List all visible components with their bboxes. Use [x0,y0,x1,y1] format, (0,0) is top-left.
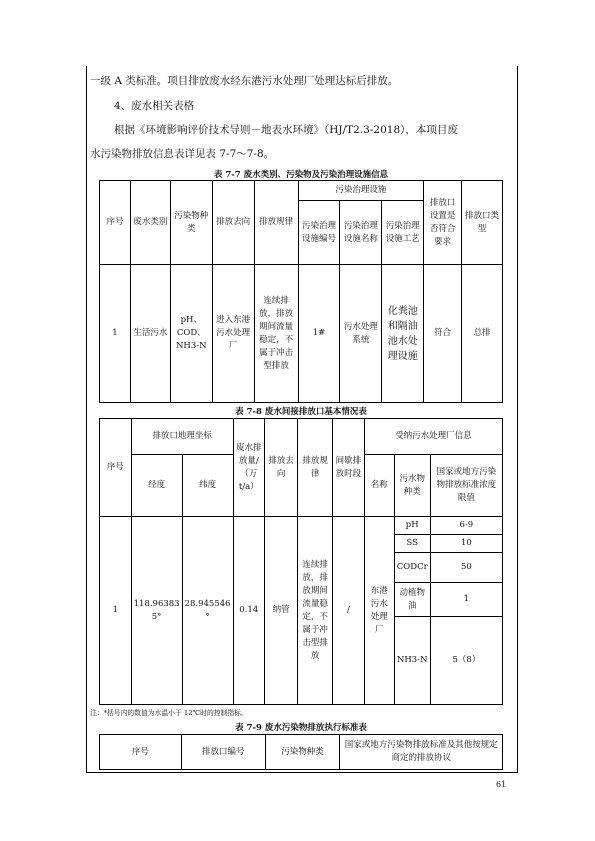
header-volume: 废水排放量/（万t/a） [233,419,264,517]
header-plant-group: 受纳污水处理厂信息 [364,419,502,455]
header-standard: 国家或地方污染物排放标准及其他按规定商定的排放协议 [340,735,503,770]
cell-facility-name: 污水处理系统 [340,265,382,403]
page-number: 61 [496,780,507,789]
header-category: 废水类别 [130,181,170,265]
header-name: 名称 [364,455,394,517]
section-heading: 4、废水相关表格 [114,100,195,112]
cell-destination: 进入东港污水处理厂 [212,265,254,403]
header-lat: 纬度 [182,455,233,517]
pollutant-limit: 10 [430,535,502,553]
header-facility-no: 污染治理设施编号 [298,201,340,265]
cell-pollutant: pH、COD、NH3-N [170,265,212,403]
header-facility-process: 污染治理设施工艺 [382,201,424,265]
cell-rule: 连续排放，排放期间流量稳定，不属于冲击型排放 [298,517,333,705]
table-7-8 [99,418,503,705]
table-7-9 [99,734,503,770]
header-interval: 间歇排放时段 [333,419,365,517]
table-note: 注：*括号内的数值为水温小于 12℃时的控制指标。 [90,709,248,717]
header-seq: 序号 [100,181,131,265]
cell-rule: 连续排放，排放期间流量稳定，不属于冲击型排放 [254,265,298,403]
header-compliance: 排放口设置是否符合要求 [424,181,462,265]
cell-volume: 0.14 [233,517,264,705]
cell-plant-name: 东港污水处理厂 [364,517,394,705]
pollutant-limit: 1 [430,583,502,617]
pollutant-limit: 5（8） [430,617,502,705]
pollutant-name: CODCr [394,553,430,583]
header-rule: 排放规律 [254,181,298,265]
cell-destination: 纳管 [264,517,297,705]
cell-lon: 118.96383 5° [131,517,182,705]
cell-facility-process: 化粪池和隔油池水处理设施 [382,265,424,403]
pollutant-name: pH [394,517,430,535]
cell-seq: 1 [100,517,132,705]
pollutant-limit: 6-9 [430,517,502,535]
header-rule: 排放规律 [298,419,333,517]
cell-compliance: 符合 [424,265,462,403]
pollutant-name: SS [394,535,430,553]
cell-facility-no: 1# [298,265,340,403]
header-destination: 排放去向 [264,419,297,517]
header-limit: 国家或地方污染物排放标准浓度限值 [430,455,502,517]
header-coord: 排放口地理坐标 [131,419,233,455]
header-pollutant: 污水物种类 [394,455,430,517]
cell-seq: 1 [100,265,131,403]
table-7-9-caption: 表 7-9 废水污染物排放执行标准表 [235,723,367,733]
header-seq: 序号 [100,735,182,770]
header-facility-group: 污染治理设施 [298,181,424,201]
pollutant-name: NH3-N [394,617,430,705]
header-destination: 排放去向 [212,181,254,265]
cell-category: 生活污水 [130,265,170,403]
cell-lat: 28.945546 ° [182,517,233,705]
header-seq: 序号 [100,419,132,517]
intro-line3: 水污染物排放信息表详见表 7-7～7-8。 [90,148,275,160]
header-pollutant: 污染物种类 [265,735,340,770]
header-facility-name: 污染治理设施名称 [340,201,382,265]
cell-outlet-type: 总排 [462,265,503,403]
header-outlet-type: 排放口类型 [462,181,503,265]
table-7-7-caption: 表 7-7 废水类别、污染物及污染治理设施信息 [213,170,389,180]
pollutant-limit: 50 [430,553,502,583]
table-7-8-caption: 表 7-8 废水间接排放口基本情况表 [235,407,367,417]
header-outlet-no: 排放口编号 [181,735,265,770]
cell-interval: / [333,517,365,705]
header-lon: 经度 [131,455,182,517]
pollutant-name: 动植物油 [394,583,430,617]
header-pollutant: 污染物种类 [170,181,212,265]
intro-line1: 一级 A 类标准。项目排放废水经东港污水处理厂处理达标后排放。 [90,75,399,87]
intro-line2: 根据《环境影响评价技术导则－地表水环境》（HJ/T2.3-2018），本项目废 [114,124,458,136]
table-7-7 [99,180,503,403]
